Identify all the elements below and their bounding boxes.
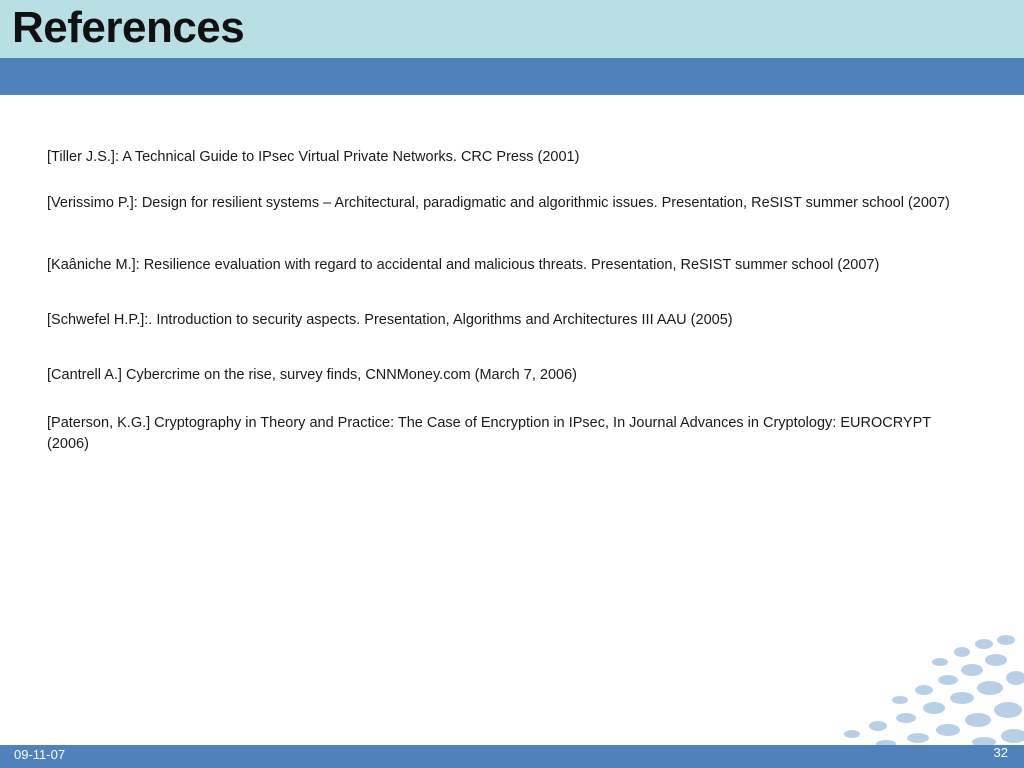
reference-item: [Tiller J.S.]: A Technical Guide to IPsec Virtual Private Networks. CRC Press (2001) — [47, 149, 580, 165]
header-stripe — [0, 58, 1024, 95]
reference-item: [Kaâniche M.]: Resilience evaluation with regard to accidental and malicious threats. Presentation, ReSIST summer school (2007) — [47, 257, 880, 273]
title-band — [0, 0, 1024, 58]
slide-number: 32 — [993, 745, 1008, 760]
reference-item: [Paterson, K.G.] Cryptography in Theory and Practice: The Case of Encryption in IPsec, In Journal Advances in Cryptology: EUROCRYPT (2006) — [47, 415, 931, 452]
decorative-dot-pattern — [734, 626, 1024, 746]
slide-title: References — [12, 3, 245, 52]
footer-date: 09-11-07 — [14, 747, 66, 762]
reference-item: [Schwefel H.P.]:. Introduction to security aspects. Presentation, Algorithms and Architectures III AAU (2005) — [47, 312, 733, 328]
reference-item: [Verissimo P.]: Design for resilient systems – Architectural, paradigmatic and algorithmic issues. Presentation, ReSIST summer school (2007) — [47, 195, 950, 211]
footer-bar — [0, 745, 1024, 768]
reference-item: [Cantrell A.] Cybercrime on the rise, survey finds, CNNMoney.com (March 7, 2006) — [47, 367, 577, 383]
